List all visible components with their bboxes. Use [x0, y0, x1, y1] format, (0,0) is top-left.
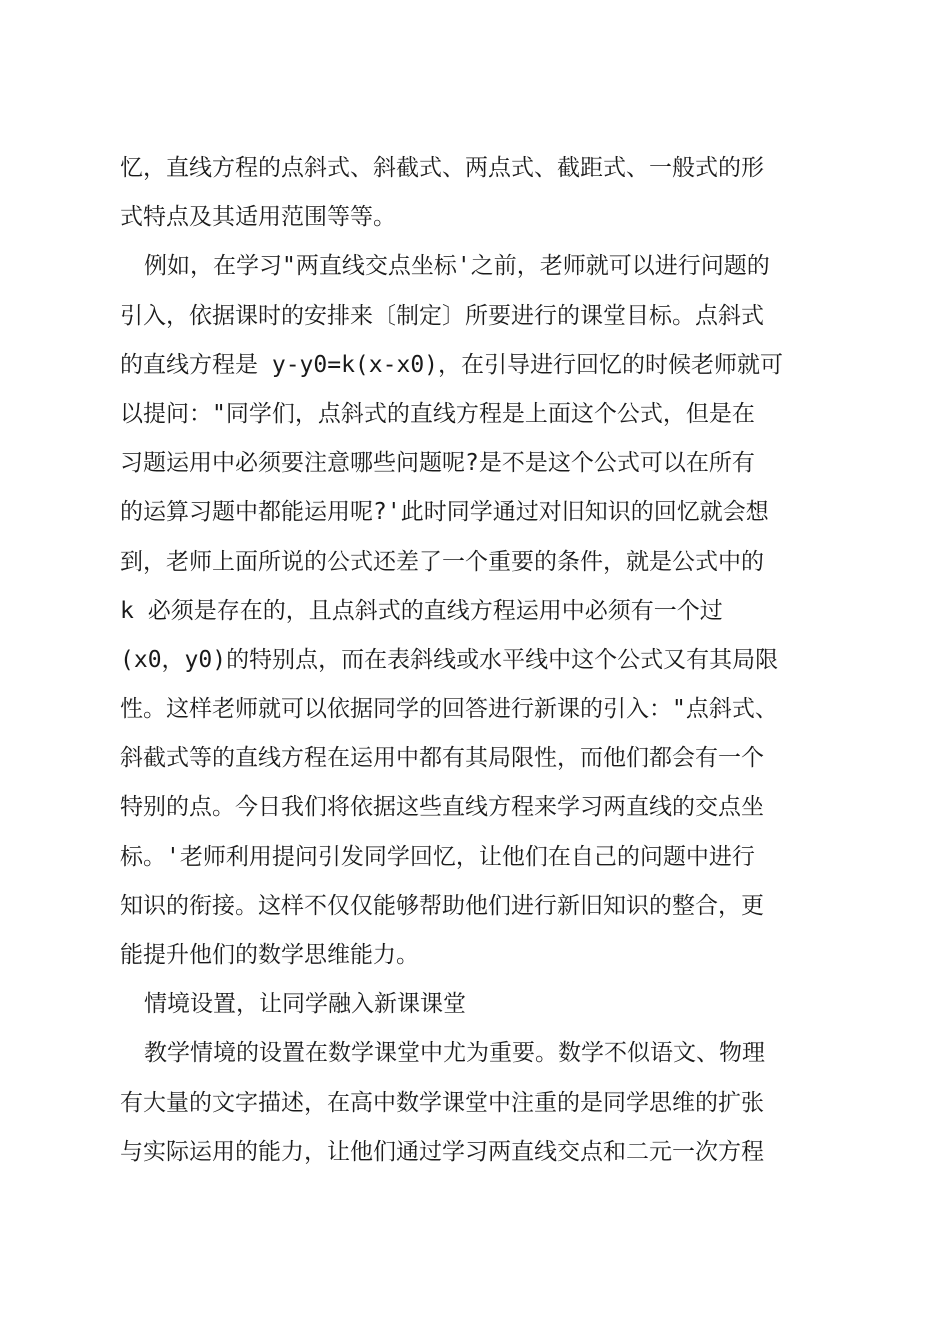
text-line: 式特点及其适用范围等等。	[120, 204, 396, 231]
section-heading: 情境设置，让同学融入新课课堂	[144, 991, 466, 1018]
body-text	[120, 144, 836, 1177]
text-line: 引入，依据课时的安排来〔制定〕所要进行的课堂目标。点斜式	[120, 302, 764, 329]
text-line: 知识的衔接。这样不仅仅能够帮助他们进行新旧知识的整合，更	[120, 892, 764, 919]
text-line: 能提升他们的数学思维能力。	[120, 942, 419, 968]
text-line: 性。这样老师就可以依据同学的回答进行新课的引入："点斜式、	[120, 696, 778, 723]
text-line: 的运算习题中都能运用呢?'此时同学通过对旧知识的回忆就会想	[120, 499, 769, 526]
paragraph-start-line: 教学情境的设置在数学课堂中尤为重要。数学不似语文、物理	[144, 1040, 765, 1067]
paragraph-start-line: 例如，在学习"两直线交点坐标'之前，老师就可以进行问题的	[144, 253, 770, 280]
text-line: (x0，y0)的特别点，而在表斜线或水平线中这个公式又有其局限	[120, 646, 779, 673]
text-line: 有大量的文字描述，在高中数学课堂中注重的是同学思维的扩张	[120, 1089, 764, 1116]
text-line: 标。'老师利用提问引发同学回忆，让他们在自己的问题中进行	[120, 843, 755, 870]
text-line: 与实际运用的能力，让他们通过学习两直线交点和二元一次方程	[120, 1138, 764, 1165]
text-line: 以提问："同学们，点斜式的直线方程是上面这个公式，但是在	[120, 400, 755, 427]
text-line: 到，老师上面所说的公式还差了一个重要的条件，就是公式中的	[120, 548, 764, 575]
text-line: 特别的点。今日我们将依据这些直线方程来学习两直线的交点坐	[120, 794, 764, 821]
text-line: 斜截式等的直线方程在运用中都有其局限性，而他们都会有一个	[120, 745, 764, 772]
text-line: 忆，直线方程的点斜式、斜截式、两点式、截距式、一般式的形	[120, 155, 764, 181]
text-line: 的直线方程是 y-y0=k(x-x0)，在引导进行回忆的时候老师就可	[120, 351, 784, 378]
text-line: 习题运用中必须要注意哪些问题呢?是不是这个公式可以在所有	[120, 450, 755, 477]
text-line: k 必须是存在的，且点斜式的直线方程运用中必须有一个过	[120, 597, 723, 624]
